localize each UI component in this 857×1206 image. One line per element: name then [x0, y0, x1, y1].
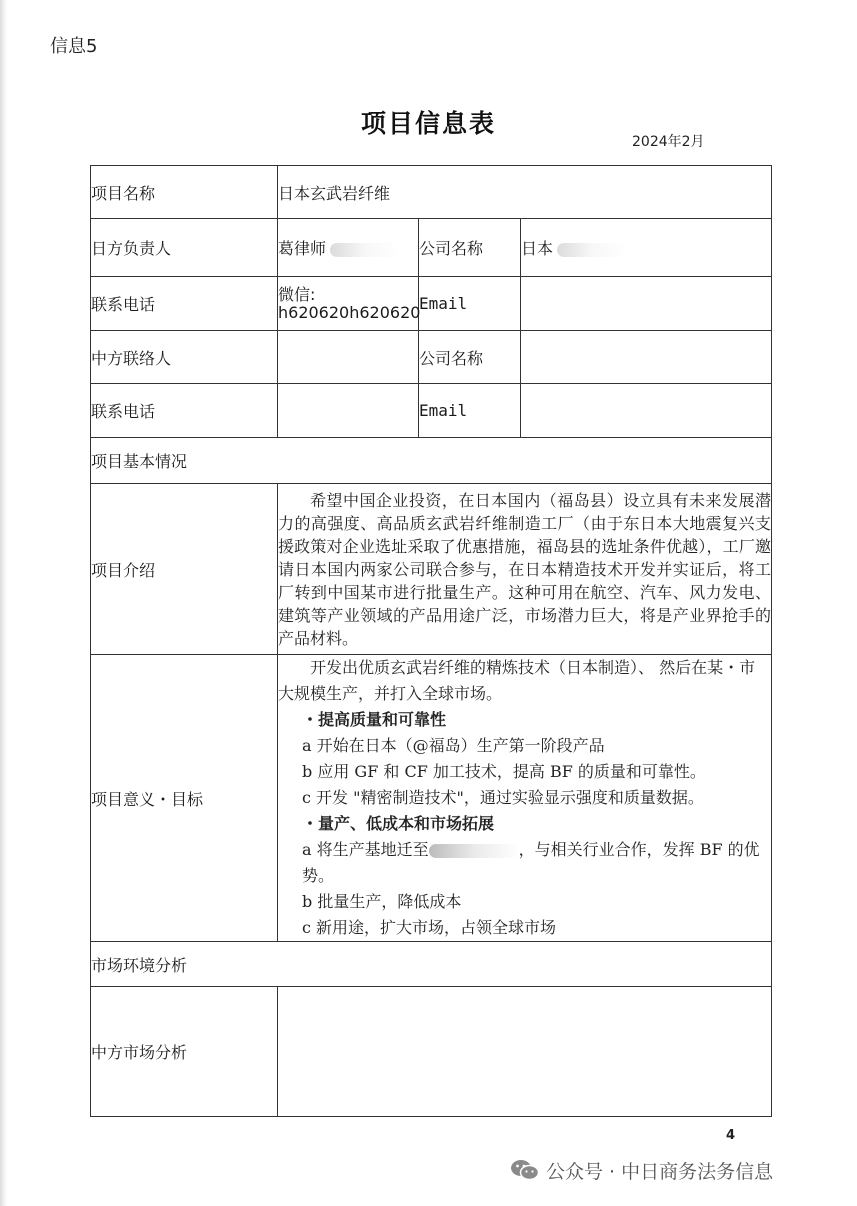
market-env-heading: 市场环境分析: [91, 942, 772, 987]
page-number: 4: [726, 1128, 736, 1143]
document-date: 2024年2月: [632, 134, 705, 150]
intro-text: 希望中国企业投资，在日本国内（福岛县）设立具有未来发展潜力的高强度、高品质玄武岩纤维制造工厂（由于东日本大地震复兴支援政策对企业选址采取了优惠措施，福岛县的选址条件优越），工厂邀请日本国内两家公司联合参与，在日本精造技术开发并实证后，将工厂转到中国某市进行批量生产。这种可用在航空、汽车、风力发电、建筑等产业领域的产品用途广泛，市场潜力巨大，将是产业界抢手的产品材料。: [278, 490, 771, 648]
redaction-blur: [330, 243, 400, 257]
jp-company-cell: [521, 219, 772, 277]
goal-cell: [278, 655, 772, 942]
document-title: 项目信息表: [360, 109, 496, 138]
table-row: [91, 331, 772, 384]
cn-phone-value: [278, 384, 419, 438]
cn-email-value: [521, 384, 772, 438]
cn-phone-label: 联系电话: [91, 384, 278, 438]
jp-wechat-cell: [278, 277, 419, 331]
jp-email-value: [521, 277, 772, 331]
goal-label: 项目意义・目标: [91, 655, 278, 942]
jp-lead-cell: [278, 219, 419, 277]
table-row: [91, 484, 772, 655]
wechat-icon: [510, 1158, 540, 1182]
jp-phone-label: 联系电话: [91, 277, 278, 331]
goal-item-2a: [278, 837, 771, 889]
goal-item-2c: c 新用途，扩大市场，占领全球市场: [302, 918, 557, 937]
cn-contact-value: [278, 331, 419, 384]
table-row: [91, 384, 772, 438]
cn-contact-label: 中方联络人: [91, 331, 278, 384]
goal-intro: 开发出优质玄武岩纤维的精炼技术（日本制造）、 然后在某・市大规模生产，并打入全球市场。: [278, 658, 756, 703]
cn-company-value: [521, 331, 772, 384]
goal-item-1b: b 应用 GF 和 CF 加工技术，提高 BF 的质量和可靠性。: [302, 762, 706, 781]
redaction-blur: [557, 243, 627, 257]
goal-item-2a-end: ，与相关行业合作，发挥 BF 的优势。: [302, 840, 760, 885]
goal-item-1a: a 开始在日本（@福岛）生产第一阶段产品: [302, 736, 605, 755]
jp-wechat-id: h620620h620620: [278, 302, 421, 322]
goal-heading-quality: ・提高质量和可靠性: [302, 710, 447, 729]
page-edge-shadow: [0, 0, 8, 1206]
table-row: [91, 655, 772, 942]
table-row: [91, 277, 772, 331]
jp-email-label: Email: [419, 277, 521, 331]
table-row: [91, 987, 772, 1117]
goal-item-1c: c 开发 "精密制造技术"，通过实验显示强度和质量数据。: [302, 788, 704, 807]
table-row: [91, 166, 772, 219]
goal-item-2b: b 批量生产，降低成本: [302, 892, 462, 911]
jp-lead-label: 日方负责人: [91, 219, 278, 277]
cn-company-label: 公司名称: [419, 331, 521, 384]
header-label: 信息5: [50, 36, 98, 57]
intro-cell: [278, 484, 772, 655]
table-row: [91, 438, 772, 484]
table-row: [91, 942, 772, 987]
jp-lead-value: 葛律师: [278, 239, 327, 258]
jp-company-value: 日本: [521, 239, 554, 258]
project-info-table: [90, 165, 772, 1117]
project-name-label: 项目名称: [91, 166, 278, 219]
cn-email-label: Email: [419, 384, 521, 438]
cn-market-value: [278, 987, 772, 1117]
project-name-value: 日本玄武岩纤维: [278, 166, 772, 219]
jp-company-label: 公司名称: [419, 219, 521, 277]
basic-info-heading: 项目基本情况: [91, 438, 772, 484]
table-row: [91, 219, 772, 277]
redaction-blur: [429, 844, 519, 858]
cn-market-label: 中方市场分析: [91, 987, 278, 1117]
jp-wechat-label: 微信:: [278, 284, 316, 304]
footer-watermark: [510, 1154, 773, 1186]
footer-text: 公众号 · 中日商务法务信息: [546, 1160, 774, 1183]
goal-heading-production: ・量产、低成本和市场拓展: [302, 814, 495, 833]
goal-item-2a-start: a 将生产基地迁至: [302, 840, 429, 859]
intro-label: 项目介绍: [91, 484, 278, 655]
